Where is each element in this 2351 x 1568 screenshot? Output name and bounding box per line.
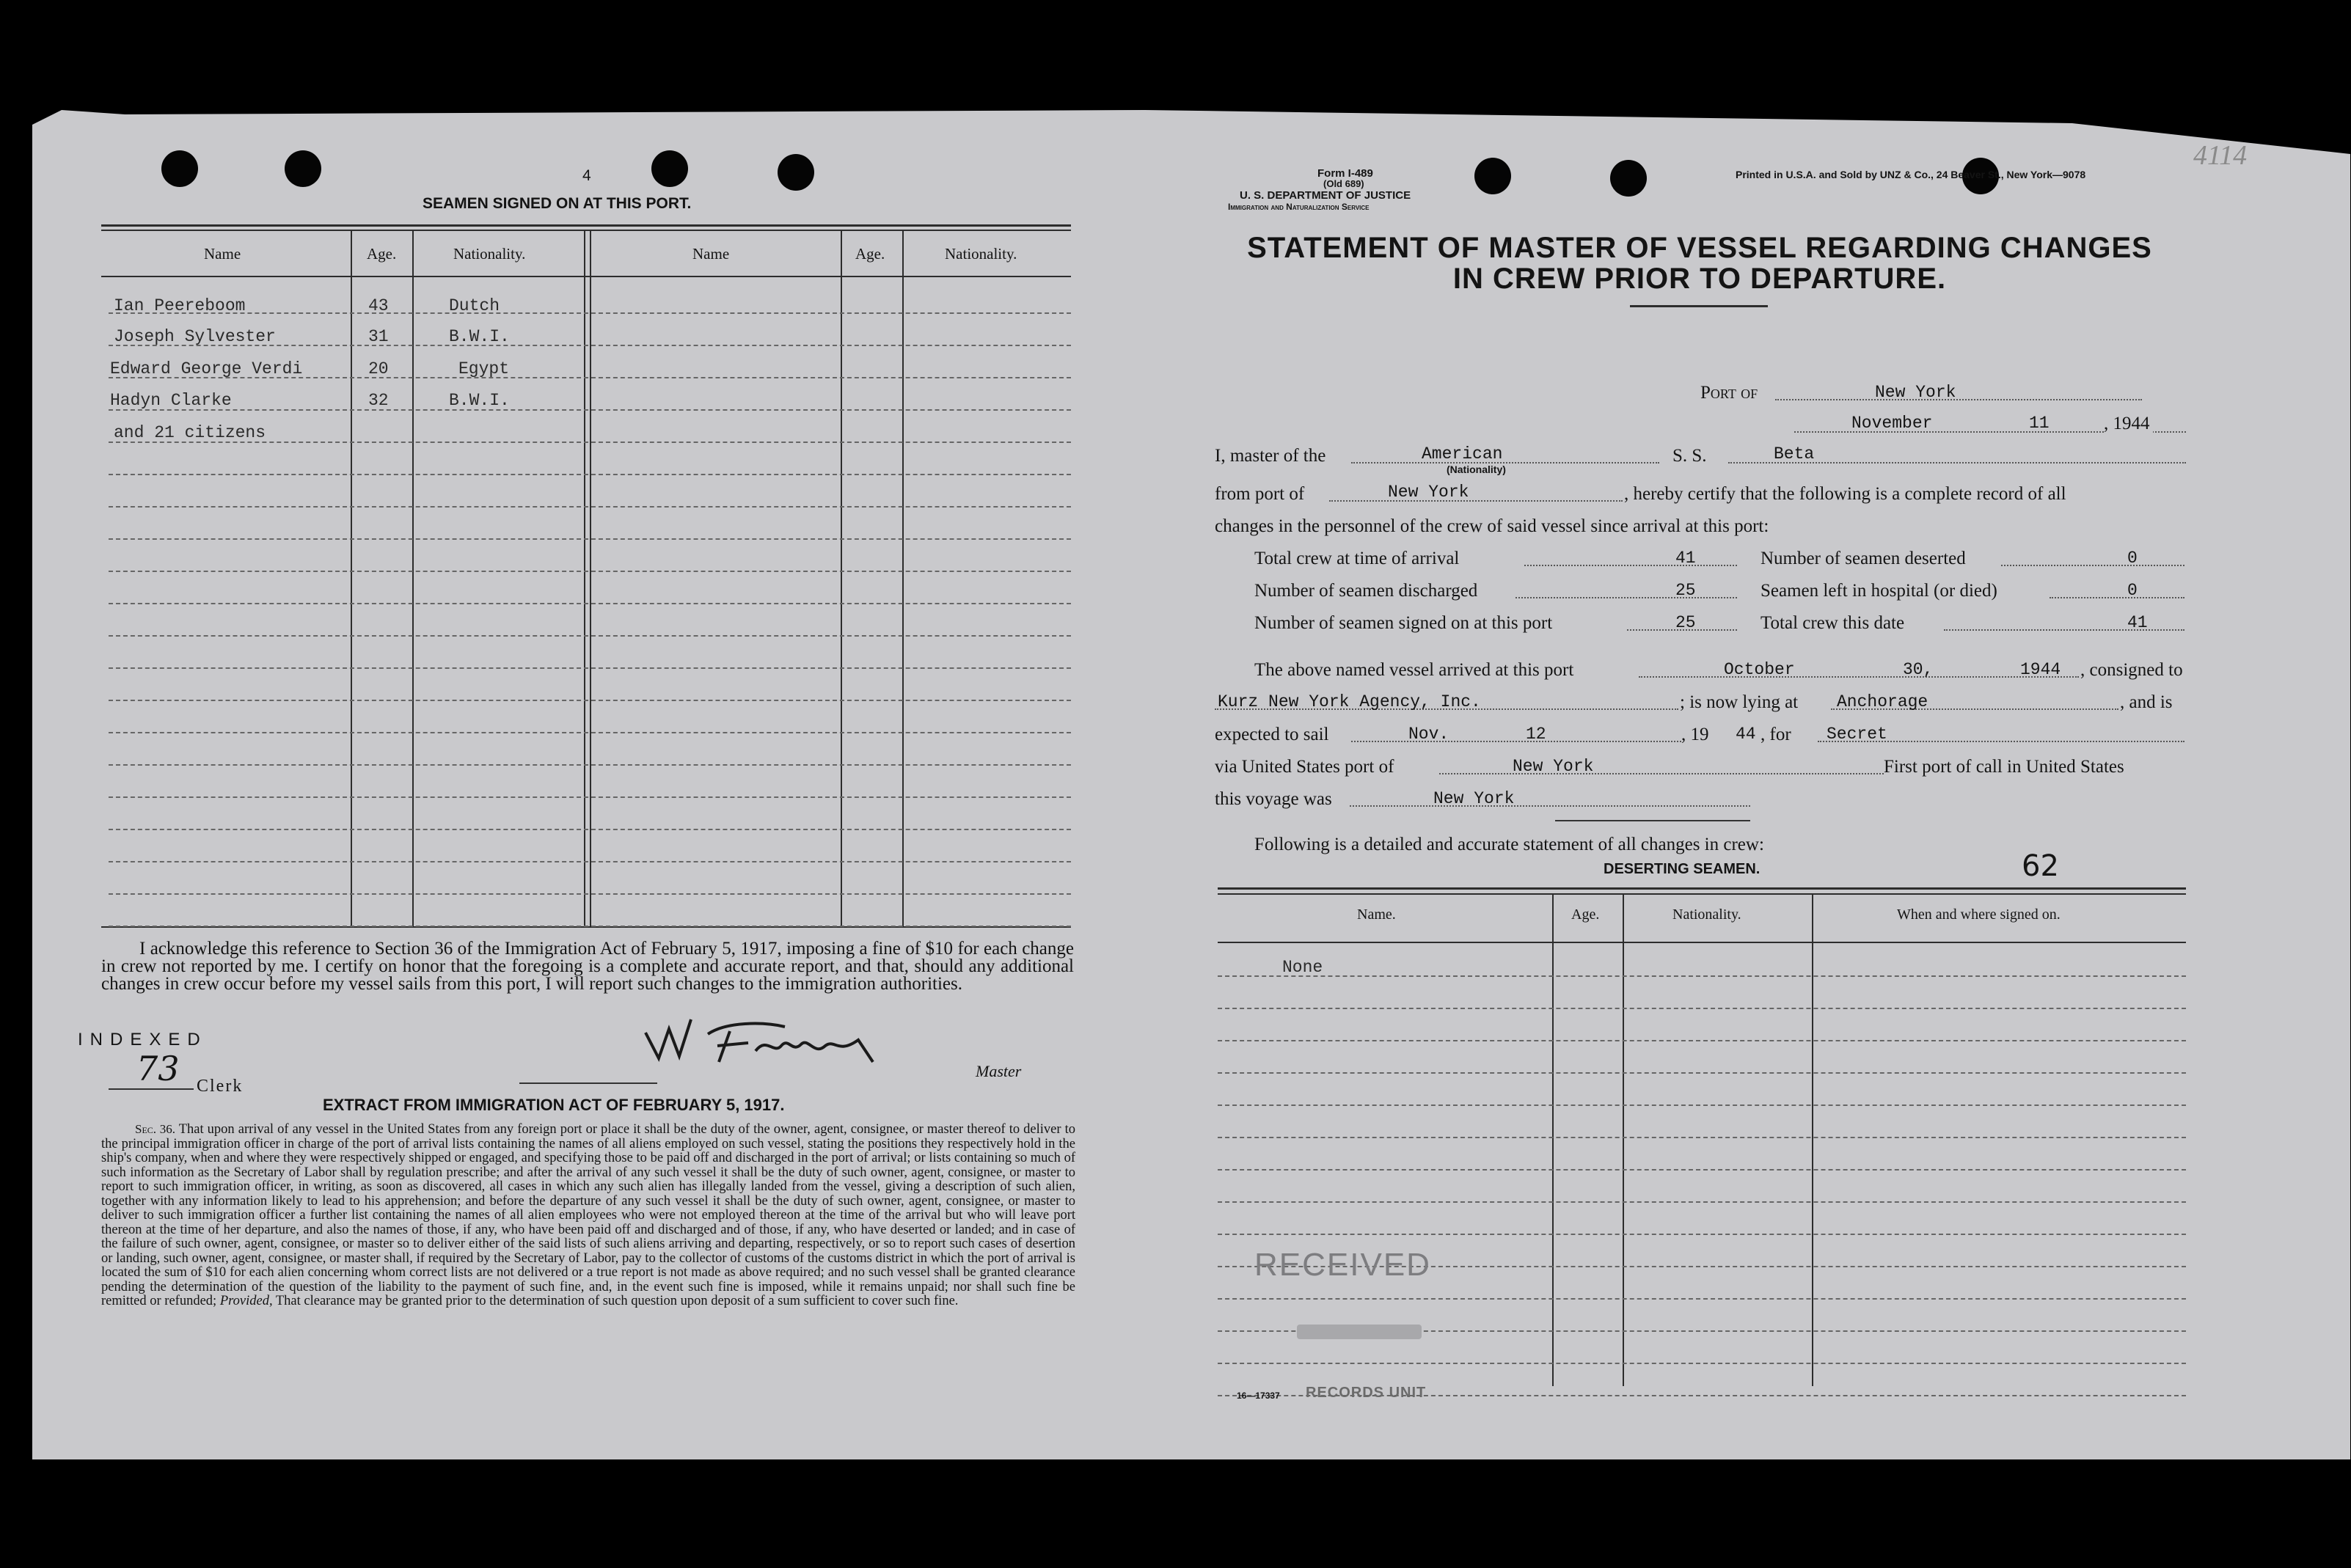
count-line — [1524, 565, 1737, 566]
table-col-divider — [351, 230, 352, 926]
table-row-nationality: Egypt — [458, 359, 510, 378]
col-header-name: Name. — [1357, 906, 1396, 923]
vessel-name: Beta — [1774, 444, 1815, 464]
table-row — [109, 474, 1071, 475]
table-header-rule — [101, 276, 1071, 277]
deserting-entry: None — [1282, 958, 1323, 977]
for-label: , for — [1760, 725, 1791, 744]
hospital-label: Seamen left in hospital (or died) — [1760, 581, 1997, 601]
master-of-label: I, master of the — [1215, 446, 1326, 466]
table-row — [109, 409, 1071, 411]
clerk-signature-line — [109, 1088, 194, 1090]
table-row — [109, 926, 1071, 927]
table-col-divider — [841, 230, 842, 926]
punch-hole — [778, 154, 814, 191]
punch-hole — [1474, 158, 1511, 194]
table-row — [1218, 975, 2186, 977]
lying-value: Anchorage — [1837, 692, 1928, 711]
discharged-label: Number of seamen discharged — [1254, 581, 1478, 601]
port-of-line — [1775, 399, 2142, 400]
arrived-label: The above named vessel arrived at this port — [1254, 660, 1574, 680]
table-row — [109, 667, 1071, 669]
changes-text: changes in the personnel of the crew of said vessel since arrival at this port: — [1215, 516, 1769, 536]
col-header-nationality: Nationality. — [1672, 906, 1741, 923]
table-row-name: Edward George Verdi — [110, 359, 303, 378]
arrival-year: 1944 — [2020, 660, 2061, 679]
date-year: , 1944 — [2104, 414, 2153, 434]
sail-year: 44 — [1736, 725, 1756, 744]
section-36-text — [101, 1122, 1075, 1309]
arrival-day: 30, — [1903, 660, 1934, 679]
table-row — [1218, 1234, 2186, 1235]
discharged-value: 25 — [1675, 581, 1696, 600]
table-row — [109, 764, 1071, 766]
table-row-age: 43 — [368, 296, 389, 315]
signed-on-value: 25 — [1675, 613, 1696, 632]
table-row — [1218, 1298, 2186, 1300]
punch-hole — [651, 150, 688, 187]
sail-day: 12 — [1526, 725, 1546, 744]
handwritten-number: 62 — [2022, 849, 2059, 883]
punch-hole — [161, 150, 198, 187]
table-row-name: Hadyn Clarke — [110, 391, 232, 410]
count-line — [1515, 597, 1737, 598]
table-header-rule — [1218, 942, 2186, 943]
table-row — [109, 312, 1071, 314]
table-row — [1218, 1104, 2186, 1106]
table-row — [1218, 1072, 2186, 1074]
total-crew-arrival-value: 41 — [1675, 549, 1696, 568]
table-row — [109, 796, 1071, 798]
via-label: via United States port of — [1215, 757, 1394, 777]
from-port-value: New York — [1388, 483, 1469, 502]
indexed-mark: 73 — [136, 1049, 180, 1088]
consignee-value: Kurz New York Agency, Inc. — [1218, 692, 1481, 711]
nationality-caption: (Nationality) — [1447, 464, 1506, 475]
form-title-line-1: STATEMENT OF MASTER OF VESSEL REGARDING CHANGES — [1247, 232, 2152, 264]
table-row-nationality: Dutch — [449, 296, 500, 315]
title-underline — [1630, 305, 1768, 307]
voyage-label: this voyage was — [1215, 789, 1332, 809]
total-crew-date-label: Total crew this date — [1760, 613, 1905, 633]
acknowledgement-text: I acknowledge this reference to Section 36 of the Immigration Act of February 5, 1917, imposing a fine of $10 for each change in crew not reported by me. I certify on honor that the foregoing is a complete and accurate report, and that, should any additional changes in crew occur before my vessel sails from this port, I will report such changes to the immigration authorities. — [101, 939, 1074, 994]
nationality-value: American — [1422, 444, 1503, 464]
department-name: U. S. DEPARTMENT OF JUSTICE — [1240, 189, 1411, 202]
extract-heading: EXTRACT FROM IMMIGRATION ACT OF FEBRUARY 5, 1917. — [323, 1096, 785, 1114]
first-port-label: First port of call in United States — [1884, 757, 2124, 777]
col-header-name: Name — [692, 245, 730, 263]
table-col-divider — [1552, 893, 1554, 1386]
sail-month: Nov. — [1408, 725, 1449, 744]
date-day: 11 — [2029, 414, 2050, 433]
port-of-value: New York — [1875, 383, 1956, 402]
left-page-heading: SEAMEN SIGNED ON AT THIS PORT. — [423, 195, 692, 212]
master-signature — [638, 1011, 888, 1073]
provided-label: Provided, — [219, 1294, 273, 1308]
consigned-label: , consigned to — [2080, 660, 2183, 680]
table-row — [109, 571, 1071, 572]
service-name: Immigration and Naturalization Service — [1228, 202, 1370, 212]
table-col-divider — [902, 230, 904, 926]
and-is-label: , and is — [2120, 692, 2173, 712]
section-body-end: That clearance may be granted prior to the determination of such question upon deposit of a sum sufficient to cover such fine. — [275, 1294, 959, 1308]
col-header-age: Age. — [1571, 906, 1600, 923]
clerk-label: Clerk — [197, 1077, 244, 1096]
table-col-divider — [590, 230, 591, 926]
table-row — [109, 538, 1071, 540]
table-top-rule — [1218, 887, 2186, 890]
table-row-name: Joseph Sylvester — [114, 327, 276, 346]
table-col-divider — [1812, 893, 1813, 1386]
via-port: New York — [1513, 757, 1594, 776]
deserted-label: Number of seamen deserted — [1760, 549, 1966, 568]
via-line — [1439, 773, 1884, 774]
first-port-value: New York — [1433, 789, 1515, 808]
table-row — [109, 861, 1071, 862]
from-port-line — [1329, 500, 1623, 502]
table-col-divider — [1623, 893, 1624, 1386]
section-body: That upon arrival of any vessel in the United States from any foreign port or place it shall be the duty of the owner, agent, consignee, or master thereof to deliver to the principal immigration officer in charge of the port of arrival lists containing the names of all aliens employed on such vessel, stating the positions they respectively hold in the ship's company, when and where they were respectively shipped or engaged, and specifying those to be paid off and discharged in the port of arrival; or lists containing so much of such information as the Secretary of Labor shall by regulation prescribe; and after the arrival of any such vessel it shall be the duty of such owner, agent, consignee, or master to report to such immigration officer, in writing, as soon as discovered, all cases in which any such alien has illegally landed from the vessel, giving a description of such alien, together with any information likely to lead to his apprehension; and before the departure of any such vessel it shall be the duty of such owner, agent, consignee, or master to deliver to such immigration officer a further list containing the names of all alien employees who were not employed thereon at the time of the arrival but who will leave port thereon at the time of her departure, and also the names of those, if any, who have been paid off and discharged and of those, if any, who have deserted or landed; and in case of the failure of such owner, agent, consignee, or master so to deliver either of the said lists of such aliens arriving and departing, respectively, or so to report such cases of desertion or landing, such owner, agent, consignee, or master shall, if required by the Secretary of Labor, pay to the collector of customs of the customs district in which the port of arrival is located the sum of $10 for each alien concerning whom correct lists are not delivered or a true report is not made as above required; and no such vessel shall be granted clearance pending the determination of the question of the liability to the payment of such fine, and, in the event such fine is imposed, while it remains unpaid; nor shall such fine be remitted or refunded; — [101, 1122, 1075, 1308]
table-row-nationality: B.W.I. — [449, 327, 510, 346]
deserted-value: 0 — [2127, 549, 2138, 568]
table-row — [1218, 1201, 2186, 1203]
section-label: Sec. 36. — [135, 1122, 175, 1136]
col-header-signed-on: When and where signed on. — [1897, 906, 2061, 923]
table-row-age: 20 — [368, 359, 389, 378]
table-row — [109, 603, 1071, 604]
certify-text: , hereby certify that the following is a complete record of all — [1624, 484, 2066, 504]
following-text: Following is a detailed and accurate statement of all changes in crew: — [1254, 835, 1764, 854]
table-row-age: 32 — [368, 391, 389, 410]
lying-label: ; is now lying at — [1680, 692, 1799, 712]
sail-line — [1351, 741, 1681, 742]
indexed-label: INDEXED — [78, 1030, 208, 1049]
table-row — [109, 893, 1071, 895]
total-crew-date-value: 41 — [2127, 613, 2148, 632]
col-header-nationality: Nationality. — [453, 245, 526, 263]
total-crew-arrival-label: Total crew at time of arrival — [1254, 549, 1460, 568]
footer-code: 16—17337 — [1237, 1391, 1280, 1401]
table-row — [109, 635, 1071, 637]
table-row — [109, 732, 1071, 733]
form-title-line-2: IN CREW PRIOR TO DEPARTURE. — [1452, 263, 1947, 295]
table-row — [1218, 1137, 2186, 1138]
deserting-heading: DESERTING SEAMEN. — [1604, 861, 1760, 877]
received-stamp: RECEIVED — [1254, 1247, 1431, 1283]
table-row — [1218, 1040, 2186, 1041]
table-col-divider — [412, 230, 414, 926]
table-row — [109, 700, 1071, 701]
port-of-label: Port of — [1700, 383, 1758, 403]
expected-label: expected to sail — [1215, 725, 1329, 744]
col-header-name: Name — [204, 245, 241, 263]
form-old-number: (Old 689) — [1323, 178, 1364, 189]
table-top-rule — [101, 224, 1071, 227]
arrival-line — [1639, 676, 2079, 678]
first-port-line — [1350, 805, 1750, 807]
table-top-rule — [1218, 893, 2186, 895]
table-row-name: and 21 citizens — [114, 423, 266, 442]
col-header-age: Age. — [367, 245, 397, 263]
punch-hole — [285, 150, 321, 187]
arrival-month: October — [1724, 660, 1795, 679]
count-line — [2001, 565, 2184, 566]
ss-label: S. S. — [1672, 446, 1707, 466]
left-page-number: 4 — [582, 167, 591, 184]
count-line — [1944, 629, 2184, 631]
printer-credit: Printed in U.S.A. and Sold by UNZ & Co., 24 Beaver St., New York—9078 — [1736, 169, 2086, 180]
count-line — [2050, 597, 2184, 598]
destination-value: Secret — [1827, 725, 1887, 744]
date-month: November — [1851, 414, 1933, 433]
table-row-name: Ian Peereboom — [114, 296, 246, 315]
from-port-label: from port of — [1215, 484, 1305, 504]
form-number: Form I-489 — [1317, 167, 1373, 180]
master-label: Master — [976, 1062, 1022, 1080]
signed-on-label: Number of seamen signed on at this port — [1254, 613, 1553, 633]
table-row — [1218, 1169, 2186, 1170]
table-col-divider — [584, 230, 585, 926]
table-row-age: 31 — [368, 327, 389, 346]
stamp-date-smudge — [1297, 1325, 1422, 1339]
corner-number: 4114 — [2193, 140, 2248, 171]
punch-hole — [1610, 160, 1647, 197]
col-header-age: Age. — [855, 245, 885, 263]
records-unit-stamp: RECORDS UNIT — [1306, 1385, 1427, 1401]
table-row — [109, 506, 1071, 508]
table-top-rule — [101, 230, 1071, 231]
sail-year-prefix: , 19 — [1681, 725, 1709, 744]
table-row — [1218, 1363, 2186, 1364]
table-row — [1218, 1008, 2186, 1009]
divider-rule — [1555, 820, 1750, 821]
col-header-nationality: Nationality. — [945, 245, 1017, 263]
master-signature-line — [519, 1082, 657, 1084]
table-row-nationality: B.W.I. — [449, 391, 510, 410]
table-row — [109, 829, 1071, 830]
hospital-value: 0 — [2127, 581, 2138, 600]
